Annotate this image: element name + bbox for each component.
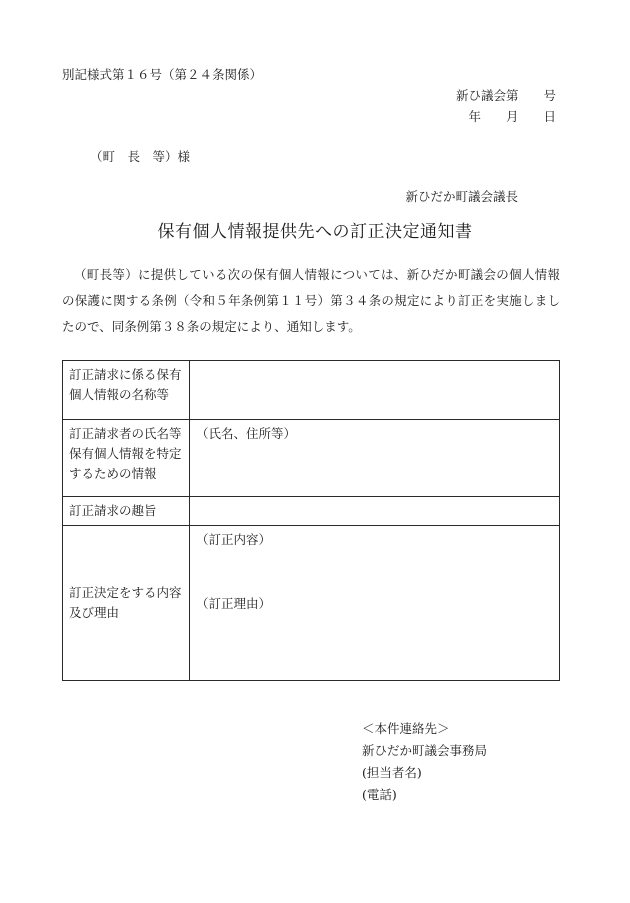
contact-person: (担当者名) bbox=[362, 765, 422, 780]
correction-content-space bbox=[196, 550, 553, 594]
table-row bbox=[63, 526, 560, 681]
correction-content-label: （訂正内容） bbox=[196, 532, 272, 547]
addressee: （町 長 等）様 bbox=[90, 149, 191, 164]
sender: 新ひだか町議会議長 bbox=[405, 189, 518, 204]
contact-office: 新ひだか町議会事務局 bbox=[362, 743, 488, 758]
row-label-purpose: 訂正請求の趣旨 bbox=[63, 497, 190, 526]
row-label-requester: 訂正請求者の氏名等保有個人情報を特定するための情報 bbox=[63, 420, 190, 497]
document-number: 新ひ議会第 号 bbox=[455, 88, 556, 103]
row-value-decision bbox=[190, 526, 560, 681]
info-table bbox=[62, 360, 560, 681]
row-value-requester: （氏名、住所等） bbox=[190, 420, 560, 497]
contact-phone: (電話) bbox=[362, 787, 397, 802]
row-label-decision: 訂正決定をする内容及び理由 bbox=[63, 526, 190, 681]
row-value-purpose bbox=[190, 497, 560, 526]
table-row bbox=[63, 497, 560, 526]
body-paragraph: （町長等）に提供している次の保有個人情報については、新ひだか町議会の個人情報の保護に関する条例（令和５年条例第１１号）第３４条の規定により訂正を実施しましたので、同条例第３８条の規定により、通知します。 bbox=[62, 267, 560, 334]
correction-reason-label: （訂正理由） bbox=[196, 596, 272, 611]
form-number: 別記様式第１６号（第２４条関係） bbox=[62, 67, 263, 82]
contact-heading: ＜本件連絡先＞ bbox=[362, 721, 450, 736]
row-label-target-info: 訂正請求に係る保有個人情報の名称等 bbox=[63, 361, 190, 420]
row-value-target-info bbox=[190, 361, 560, 420]
document-title: 保有個人情報提供先への訂正決定通知書 bbox=[157, 222, 473, 242]
table-row bbox=[63, 420, 560, 497]
document-date: 年 月 日 bbox=[468, 109, 556, 124]
contact-block bbox=[362, 718, 487, 806]
table-row bbox=[63, 361, 560, 420]
